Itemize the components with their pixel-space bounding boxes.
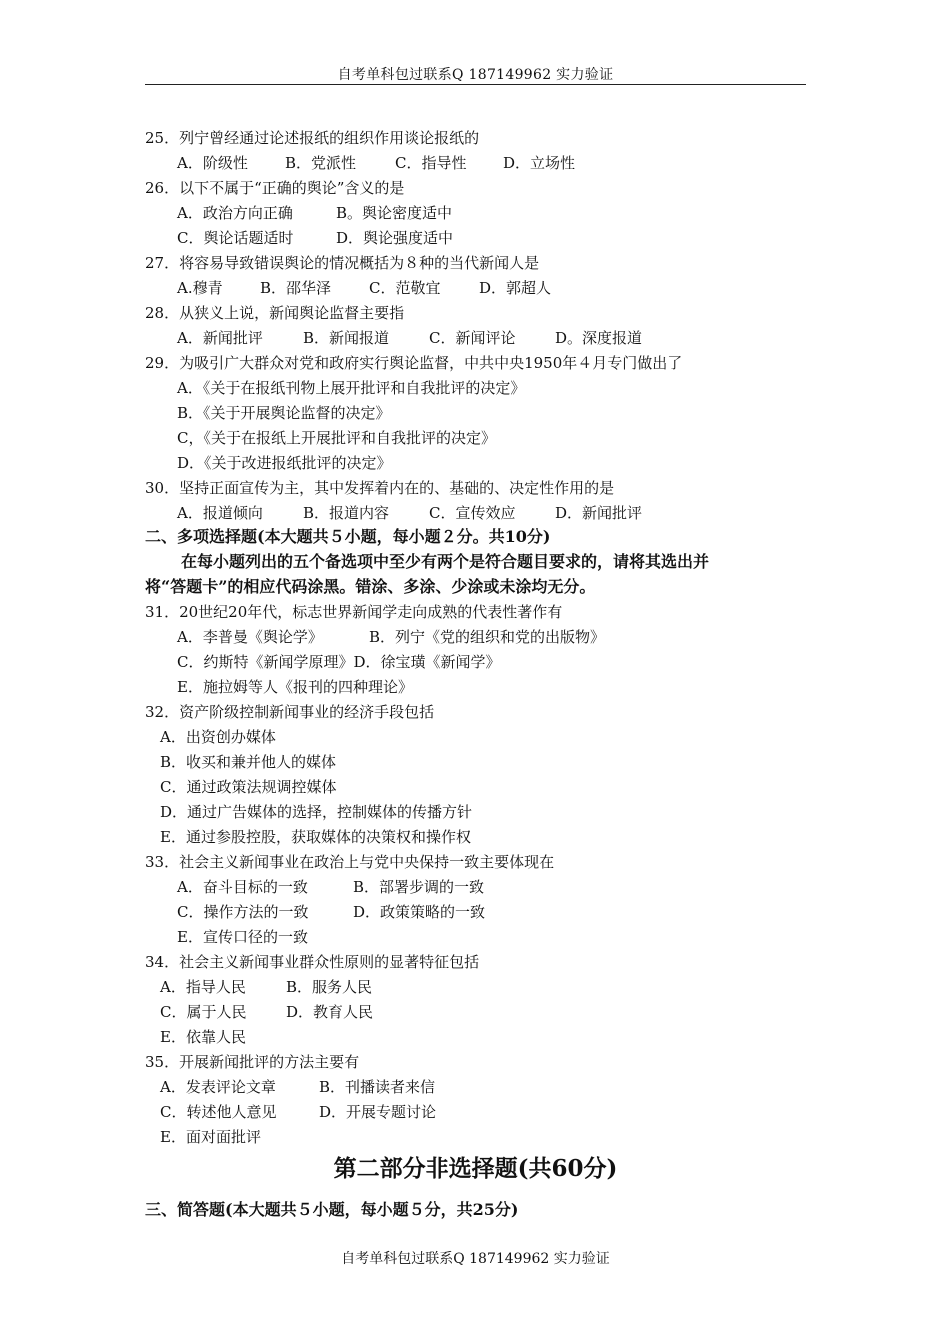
part-title: 第二部分非选择题(共60分) (333, 1155, 618, 1182)
answer-option: B．新闻报道 (303, 329, 390, 347)
answer-option: B．《关于开展舆论监督的决定》 (177, 404, 391, 422)
question-stem: 30．坚持正面宣传为主，其中发挥着内在的、基础的、决定性作用的是 (145, 479, 615, 497)
section-heading: 二、多项选择题(本大题共５小题，每小题２分。共10分) (145, 527, 551, 546)
answer-option: A．出资创办媒体 (160, 728, 276, 746)
page-footer: 自考单科包过联系Q 187149962 实力验证 (341, 1251, 610, 1267)
section-heading: 三、简答题(本大题共５小题，每小题５分，共25分) (145, 1200, 519, 1219)
answer-option: A．阶级性 (177, 154, 248, 172)
question-stem: 32．资产阶级控制新闻事业的经济手段包括 (145, 703, 435, 721)
question-stem: 26．以下不属于“正确的舆论”含义的是 (145, 179, 405, 197)
answer-option: C．属于人民 (160, 1003, 247, 1021)
question-stem: 25．列宁曾经通过论述报纸的组织作用谈论报纸的 (145, 129, 480, 147)
answer-option: B。舆论密度适中 (336, 204, 453, 222)
answer-option: B．刊播读者来信 (319, 1078, 436, 1096)
answer-option: A．发表评论文章 (160, 1078, 276, 1096)
answer-option: A．新闻批评 (177, 329, 263, 347)
answer-option: C．舆论话题适时 (177, 229, 294, 247)
answer-option: D．立场性 (503, 154, 576, 172)
answer-option: A．政治方向正确 (177, 204, 293, 222)
answer-option: C．转述他人意见 (160, 1103, 277, 1121)
answer-option: B．党派性 (285, 154, 357, 172)
answer-option: E．施拉姆等人《报刊的四种理论》 (177, 678, 413, 696)
answer-option: A．报道倾向 (177, 504, 263, 522)
question-stem: 33．社会主义新闻事业在政治上与党中央保持一致主要体现在 (145, 853, 555, 871)
answer-option: D．新闻批评 (555, 504, 643, 522)
answer-option: D。深度报道 (555, 329, 643, 347)
answer-option: A．《关于在报纸刊物上展开批评和自我批评的决定》 (177, 379, 526, 397)
question-stem: 28．从狭义上说，新闻舆论监督主要指 (145, 304, 405, 322)
answer-option: B．收买和兼并他人的媒体 (160, 753, 337, 771)
section-heading: 将“答题卡”的相应代码涂黑。错涂、多涂、少涂或未涂均无分。 (145, 577, 596, 596)
question-stem: 27．将容易导致错误舆论的情况概括为８种的当代新闻人是 (145, 254, 540, 272)
answer-option: D．开展专题讨论 (319, 1103, 437, 1121)
answer-option: C．通过政策法规调控媒体 (160, 778, 337, 796)
answer-option: A．指导人民 (160, 978, 246, 996)
header-rule (145, 84, 806, 85)
answer-option: E．通过参股控股，获取媒体的决策权和操作权 (160, 828, 471, 846)
answer-option: D．通过广告媒体的选择，控制媒体的传播方针 (160, 803, 473, 821)
answer-option: D．《关于改进报纸批评的决定》 (177, 454, 392, 472)
question-stem: 35．开展新闻批评的方法主要有 (145, 1053, 360, 1071)
question-stem: 31．20世纪20年代，标志世界新闻学走向成熟的代表性著作有 (145, 603, 563, 621)
question-stem: 34．社会主义新闻事业群众性原则的显著特征包括 (145, 953, 480, 971)
answer-option: B．邵华泽 (260, 279, 332, 297)
answer-option: D．舆论强度适中 (336, 229, 454, 247)
answer-option: C．指导性 (395, 154, 467, 172)
question-stem: 29．为吸引广大群众对党和政府实行舆论监督，中共中央1950年４月专门做出了 (145, 354, 683, 372)
answer-option: D．郭超人 (479, 279, 552, 297)
answer-option: C．宣传效应 (429, 504, 516, 522)
answer-option: C．新闻评论 (429, 329, 516, 347)
answer-option: C，《关于在报纸上开展批评和自我批评的决定》 (177, 429, 496, 447)
answer-option: D．教育人民 (286, 1003, 374, 1021)
answer-option: A．奋斗目标的一致 (177, 878, 308, 896)
section-instruction: 在每小题列出的五个备选项中至少有两个是符合题目要求的，请将其选出并 (181, 552, 710, 571)
answer-option: E．依靠人民 (160, 1028, 246, 1046)
answer-option: D．政策策略的一致 (353, 903, 486, 921)
answer-option: A.穆青 (177, 279, 223, 297)
answer-option: E．面对面批评 (160, 1128, 261, 1146)
answer-option: B．列宁《党的组织和党的出版物》 (369, 628, 606, 646)
answer-option: B．服务人民 (286, 978, 373, 996)
page-header: 自考单科包过联系Q 187149962 实力验证 (337, 67, 614, 83)
answer-option: B．部署步调的一致 (353, 878, 485, 896)
answer-option: E．宣传口径的一致 (177, 928, 308, 946)
answer-option: C．操作方法的一致 (177, 903, 309, 921)
answer-option: A．李普曼《舆论学》 (177, 628, 323, 646)
answer-option: C．范敬宜 (369, 279, 441, 297)
answer-option: B．报道内容 (303, 504, 390, 522)
answer-option: C．约斯特《新闻学原理》D．徐宝璜《新闻学》 (177, 653, 501, 671)
